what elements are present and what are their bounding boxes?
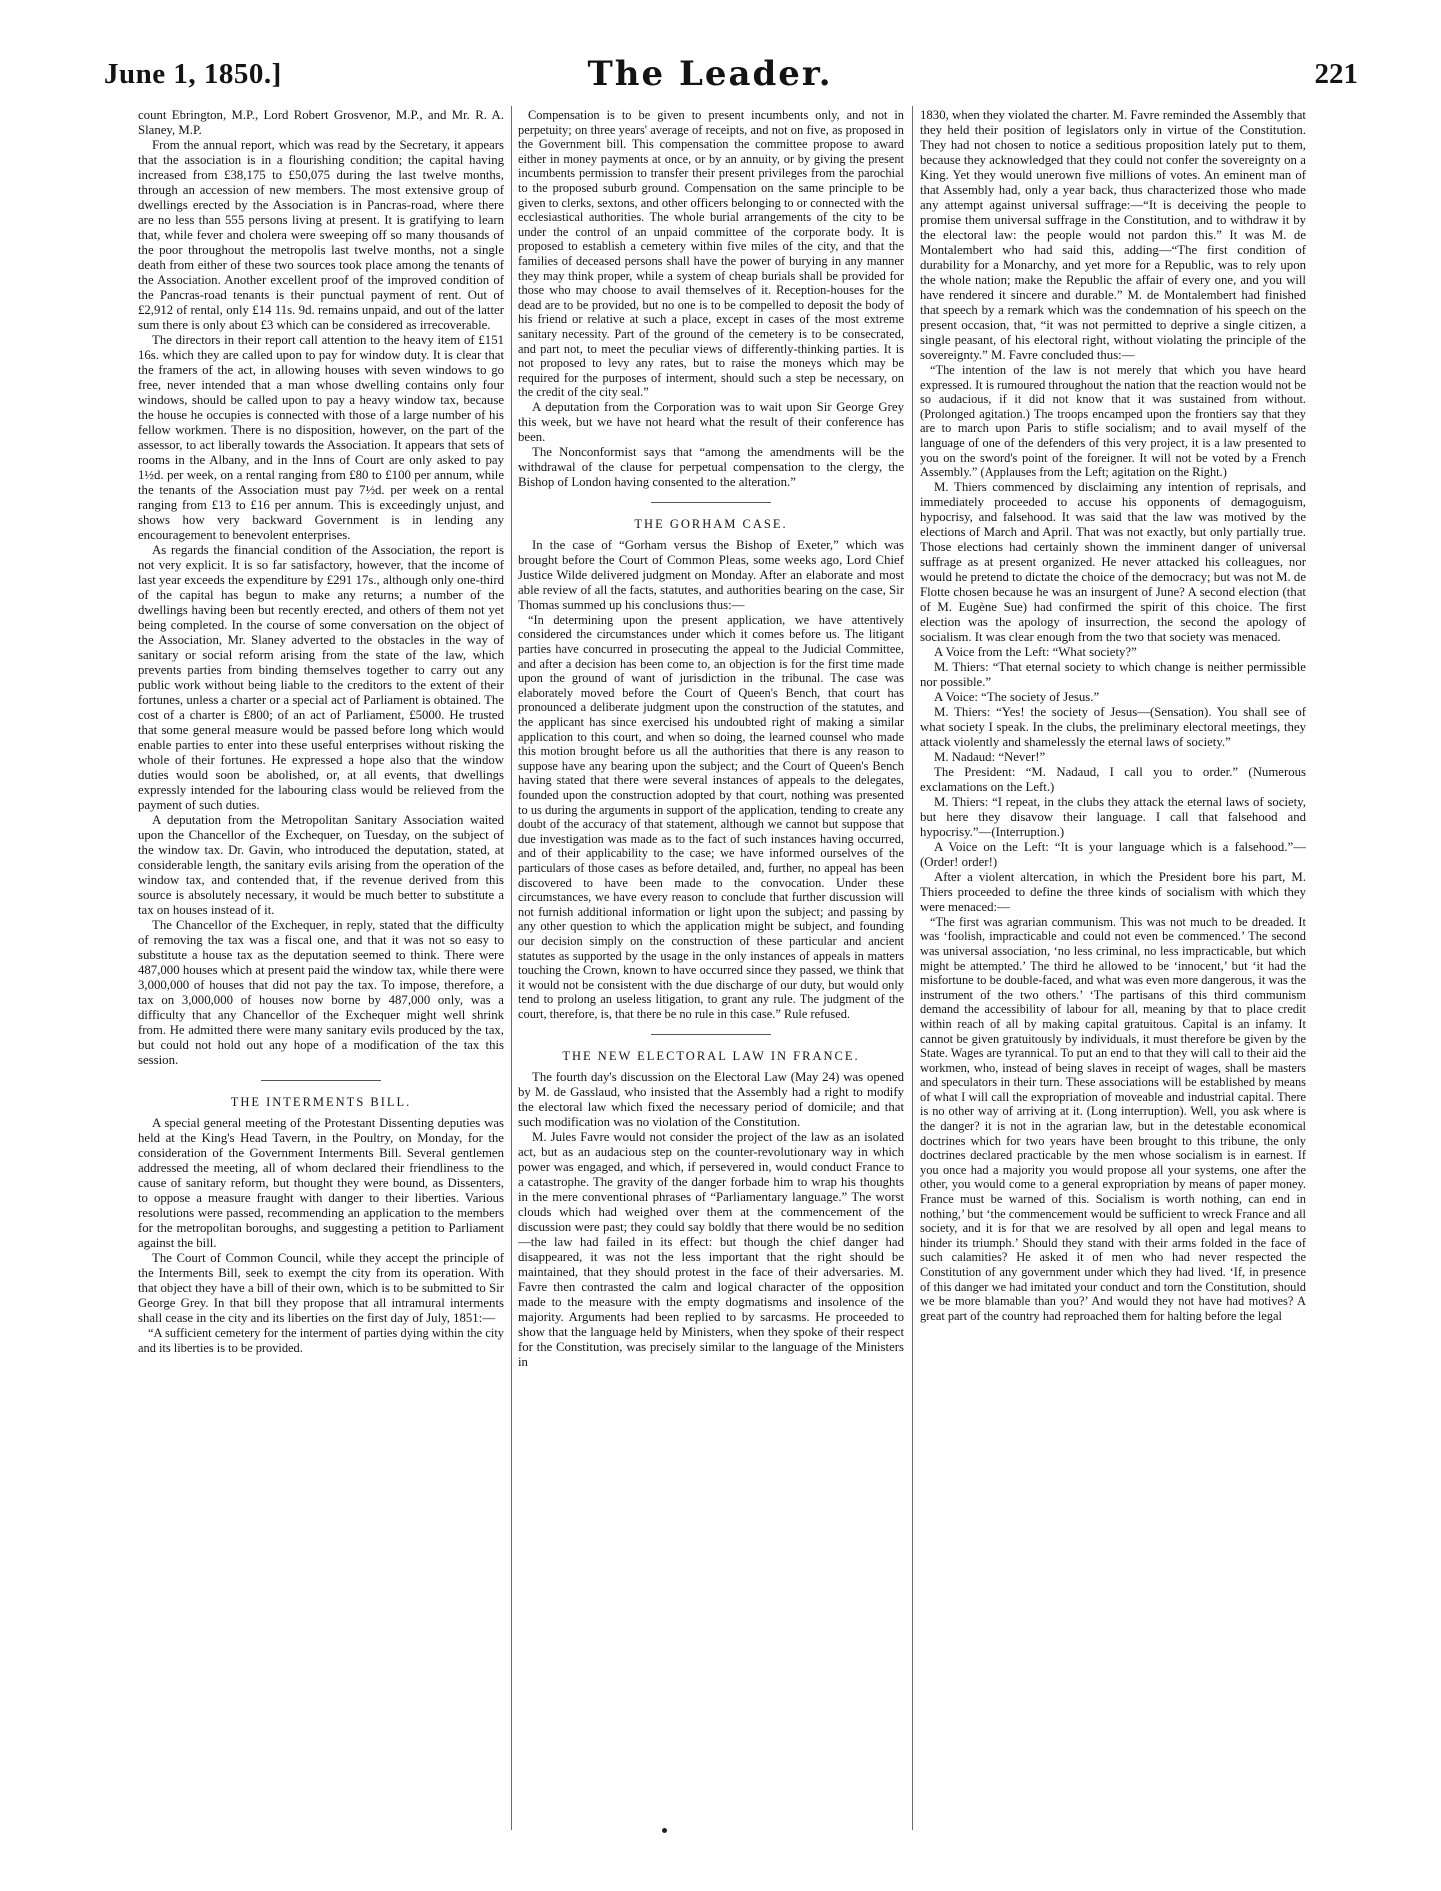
paragraph: The Nonconformist says that “among the amendments will be the withdrawal of the clause for perpetual compensation to the clergy, the Bishop of London having consented to the alteration.” [518, 444, 904, 489]
dialogue-line: A Voice: “The society of Jesus.” [934, 689, 1100, 704]
paragraph: A special general meeting of the Protestant Dissenting deputies was held at the King's Head Tavern, in the Poultry, on Monday, for the consideration of the Government Interments Bill. Several gentlemen addressed the meeting, all of whom declared their friendliness to the cause of sanitary reform, but thought they were bound, as Dissenters, to oppose a measure fraught with danger to their liberties. Various resolutions were passed, recommending an application to the members for the metropolitan boroughs, and suggesting a petition to Parliament against the bill. [138, 1116, 504, 1250]
paragraph: The directors in their report call attention to the heavy item of £151 16s. which they are called upon to pay for window duty. It is clear that the framers of the act, in allowing houses with seven windows to go free, never intended that a man whose dwelling contains only four windows, should be called upon to pay a heavy window tax, because the house he occupies is connected with those of a large number of his fellow workmen. There is no disposition, however, on the part of the assessor, to act liberally towards the Association. It appears that sets of rooms in the Albany, and in the Inns of Court are only asked to pay 1½d. per week, on a rental ranging from £80 to £100 per annum, while the tenants of the Association must pay 7½d. per week on a rental ranging from £13 to £16 per annum. This is exceedingly unjust, and shows how very backward Government is in lending any encouragement to benevolent enterprises. [138, 333, 504, 542]
paragraph: M. Thiers commenced by disclaiming any intention of reprisals, and immediately proceeded to accuse his opponents of demagoguism, hypocrisy, and falsehood. It was said that the law was motived by the elections of March and April. That was not exactly, but only partially true. Those elections had certainly shown the imminent danger of universal suffrage as at present organized. He never attacked his colleagues, nor would he pretend to dictate the choice of the democracy; but was not M. de Flotte chosen because he was an insurgent of June? A second election (that of M. Eugène Sue) had confirmed the spirit of this choice. The first election was the apology of insurrection, the second the apology of socialism. It was clear enough from the two that society was menaced. [920, 479, 1306, 644]
section-heading: THE INTERMENTS BILL. [230, 1095, 412, 1109]
section-divider [651, 1034, 771, 1035]
quoted-paragraph: “A sufficient cemetery for the interment of parties dying within the city and its liberties is to be provided. [138, 1326, 504, 1355]
quoted-paragraph: Compensation is to be given to present incumbents only, and not in perpetuity; on three years' average of receipts, and not on five, as proposed in the Government bill. This compensation the committee propose to award either in money payments at once, or by an annuity, or by giving the present incumbents permission to transfer their present privileges from the parochial to the proposed suburb ground. Compensation on the same principle to be given to clerks, sextons, and other officers belonging to or connected with the ecclesiastical authorities. The whole burial arrangements of the city to be under the control of an unpaid committee of the corporate body. It is proposed to establish a cemetery within five miles of the city, and that the families of deceased persons shall have the power of burying in any manner they may think proper, while a system of cheap burials shall be provided for those who may choose to avail themselves of it. Reception-houses for the dead are to be provided, but no one is to be compelled to deposit the body of his friend or relative at such a place, except in cases of the most extreme sanitary necessity. Part of the ground of the cemetery is to be consecrated, and part not, to meet the peculiar views of differently-thinking parties. It is not proposed to levy any rates, but to raise the moneys which may be required for the purposes of interment, should such a step be necessary, on the credit of the city seal.” [518, 108, 904, 400]
column-1 [138, 108, 504, 1830]
paragraph: The fourth day's discussion on the Electoral Law (May 24) was opened by M. de Gasslaud, who insisted that the Assembly had a right to modify the electoral law which fixed the necessary period of domicile; and that such modification was no violation of the Constitution. [518, 1069, 904, 1129]
paragraph: A deputation from the Corporation was to wait upon Sir George Grey this week, but we have not heard what the result of their conference has been. [518, 399, 904, 444]
section-heading: THE GORHAM CASE. [634, 516, 788, 531]
section-heading: THE NEW ELECTORAL LAW IN FRANCE. [562, 1048, 860, 1063]
paragraph: A deputation from the Metropolitan Sanitary Association waited upon the Chancellor of the Exchequer, on Tuesday, on the subject of the window tax. Dr. Gavin, who introduced the deputation, stated, at considerable length, the sanitary evils arising from the operation of the window tax, and contended that, if the revenue derived from this source is absolutely necessary, it would be much better to substitute a tax on houses instead of it. [138, 813, 504, 917]
quoted-paragraph: “The intention of the law is not merely that which you have heard expressed. It is rumoured throughout the nation that the reaction would not be so audacious, if it did not know that it was sustained from without. (Prolonged agitation.) The troops encamped upon the frontiers say that they are to march upon Paris to stifle socialism; and to avail myself of the language of one of the defenders of this very project, it is a law presented to you on the sword's point of the foreigner. It will not be voted by a French Assembly.” (Applauses from the Left; agitation on the Right.) [920, 363, 1306, 480]
paragraph: In the case of “Gorham versus the Bishop of Exeter,” which was brought before the Court of Common Pleas, some weeks ago, Lord Chief Justice Wilde delivered judgment on Monday. After an elaborate and most able review of all the facts, statutes, and authorities bearing on the case, Sir Thomas summed up his conclusions thus:— [518, 537, 904, 612]
dialogue-line: A Voice from the Left: “What society?” [934, 644, 1137, 659]
quoted-paragraph: “The first was agrarian communism. This was not much to be dreaded. It was ‘foolish, impracticable and could not even be commenced.’ The second was universal association, ‘no less criminal, no less impracticable, but which might be attempted.’ The third he allowed to be ‘innocent,’ but ‘it had the misfortune to be double-faced, and what was even more dangerous, it was the instrument of the two others.’ ‘The partisans of this third communism demand the accessibility of labour for all, meaning by that to place credit within reach of all by making capital gratuitous. Capital is an infamy. It cannot be given gratuitously by individuals, it must therefore be given by the State. Wages are tyrannical. To put an end to that they will call to their aid the workmen, who, instead of being slaves in receipt of wages, shall be masters and speculators in their turn. These associations will be established by means of what I will call the expropriation of moveable and industrial capital. There is no other way of arriving at it. (Long interruption). Well, you ask where is the danger? it is not in the agrarian law, but in the detestable economical doctrines which for two years have been brought to this tribune, the only doctrines declared practicable by the men whose socialism is in earnest. If you once had a majority you would propose all your systems, one after the other, you would come to a general expropriation by means of paper money. France must be warned of this. Socialism is worth nothing, can end in nothing,’ but ‘the commencement would be sufficient to wreck France and all society, and it is for that we are resolved by all open and legal means to hinder its triumph.’ Should they stand with their arms folded in the face of such calamities? He asked it of men who had never respected the Constitution of any government under which they had lived. ‘If, in presence of this danger we had imitated your conduct and torn the Constitution, should we be more blamable than you?’ And would they not have had motives? A great part of the country had reproached them for halting before the legal [920, 914, 1306, 1323]
column-2 [518, 108, 904, 1830]
column-rule [511, 106, 512, 1830]
newspaper-title: The Leader. [587, 54, 833, 94]
column-rule [912, 106, 913, 1830]
page-number: 221 [1314, 58, 1358, 90]
column-3 [920, 108, 1306, 1830]
dialogue-line: M. Nadaud: “Never!” [934, 749, 1046, 764]
issue-date: June 1, 1850.] [104, 58, 282, 90]
section-divider [651, 502, 771, 503]
dialogue-line: The President: “M. Nadaud, I call you to order.” (Numerous exclamations on the Left.) [920, 764, 1306, 794]
dialogue-line: M. Thiers: “That eternal society to which change is neither permissible nor possible.” [920, 659, 1306, 689]
printers-mark [662, 1828, 667, 1833]
paragraph: From the annual report, which was read by the Secretary, it appears that the association is in a flourishing condition; the capital having increased from £38,175 to £50,075 during the last twelve months, through an accession of new members. The most extensive group of dwellings erected by the Association is in Pancras-road, where there are no less than 555 persons living at present. It is gratifying to learn that, while fever and cholera were sweeping off so many thousands of the poor throughout the metropolis last twelve months, not a single death from either of these two sources took place among the tenants of the Association. Another excellent proof of the improved condition of the Pancras-road tenants is their punctual payment of rent. Out of £2,912 of rental, only £14 11s. 9d. remains unpaid, and out of the latter sum there is only about £3 which can be considered as irrecoverable. [138, 138, 504, 332]
dialogue-line: M. Thiers: “Yes! the society of Jesus—(Sensation). You shall see of what society I speak. In the clubs, the preliminary electoral meetings, they attack violently and shamelessly the eternal laws of society.” [920, 704, 1306, 749]
paragraph: The Chancellor of the Exchequer, in reply, stated that the difficulty of removing the tax was a fiscal one, and that it was not so easy to substitute a house tax as the deputation seemed to think. There were 487,000 houses which at present paid the window tax, while there were 3,000,000 of houses that did not pay the tax. To impose, therefore, a tax on 3,000,000 of houses now borne by 487,000 only, was a difficulty that any Chancellor of the Exchequer might well shrink from. He admitted there were many sanitary evils produced by the tax, but could not hold out any hope of a modification of the tax this session. [138, 918, 504, 1067]
paragraph: After a violent altercation, in which the President bore his part, M. Thiers proceeded to define the three kinds of socialism with which they were menaced:— [920, 869, 1306, 914]
section-divider [261, 1080, 381, 1081]
dialogue-line: A Voice on the Left: “It is your language which is a falsehood.”—(Order! order!) [920, 839, 1306, 869]
paragraph: As regards the financial condition of the Association, the report is not very explicit. It is so far satisfactory, however, that the income of last year exceeds the expenditure by £291 17s., although only one-third of the capital has begun to make any returns; a number of the dwellings having been but recently erected, and others of them not yet being completed. In the course of some conversation on the object of the Association, Mr. Slaney adverted to the obstacles in the way of sanitary or social reform arising from the state of the law, which prevents parties from binding themselves together to carry out any public work without being liable to the creditors to the extent of their fortunes, unless a charter or a special act of Parliament is obtained. The cost of a charter is £800; of an act of Parliament, £5000. He trusted that some general measure would be passed before long which would enable parties to enter into these useful enterprises without risking the whole of their fortunes. He expressed a hope also that the window duties would soon be abolished, or, at all events, that dwellings expressly intended for the labouring class would be relieved from the payment of such duties. [138, 543, 504, 812]
paragraph: The Court of Common Council, while they accept the principle of the Interments Bill, seek to exempt the city from its operation. With that object they have a bill of their own, which is to be submitted to Sir George Grey. In that bill they propose that all intramural interments shall cease in the city and its liberties on the first day of July, 1851:— [138, 1251, 504, 1325]
paragraph: 1830, when they violated the charter. M. Favre reminded the Assembly that they held their position of legislators only in virtue of the Constitution. They had not chosen to notice a seditious proposition lately put to them, because they acknowledged that they could not confer the sovereignty on a King. Yet they would unerown five millions of votes. An eminent man of that Assembly had, only a year back, thus characterized those who made any attempt against universal suffrage:—“It is deceiving the people to promise them universal suffrage in the Constitution, and to withdraw it by the electoral law: the people would not pardon this.” It was M. de Montalembert who had said this, adding—“The first condition of durability for a Monarchy, and yet more for a Republic, was to rely upon the whole nation; make the Republic the affair of every one, and you will have rendered it sincere and durable.” M. de Montalembert had finished that speech by a remark which was the condemnation of his speech on the present occasion, that, “it was not permitted to deprive a single citizen, a single peasant, of his electoral right, without violating the principle of the sovereignty.” M. Favre concluded thus:— [920, 108, 1306, 362]
quoted-paragraph: “In determining upon the present application, we have attentively considered the circumstances under which it comes before us. The litigant parties have concurred in prosecuting the appeal to the Judicial Committee, and after a decision has been come to, an objection is for the first time made upon the ground of want of jurisdiction in the tribunal. The case was elaborately moved before the Court of Queen's Bench, that court has pronounced a deliberate judgment upon the construction of the statutes, and the applicant has since exercised his undoubted right of making a similar application to this court, and when so doing, the learned counsel who made this motion brought before us all the authorities that there is any reason to suppose have any bearing upon the subject; and the Court of Queen's Bench having stated that there were several instances of appeals to the delegates, founded upon the construction adopted by that court, nothing was presented to us during the arguments in support of the application, tending to create any doubt of the accuracy of that statement, although we cannot but suppose that due investigation was made as to the fact of such instances having occurred, and of their applicability to the case; we have informed ourselves of the particulars of those cases as before detailed, and, further, no appeal has been discovered to have been made to the convocation. Under these circumstances, we have every reason to conclude that further discussion will not furnish additional information or light upon the subject; and passing by any other question to which the application might be subject, and founding our decision simply on the construction of these particular and ancient statutes as supported by the usage in the only instances of appeals in matters touching the Crown, known to have occurred since they passed, we think that it would not be consistent with the due discharge of our duty, but would only tend to prolong an useless litigation, to grant any rule. The judgment of the court, therefore, is, that there be no rule in this case.” Rule refused. [518, 612, 904, 1021]
dialogue-line: M. Thiers: “I repeat, in the clubs they attack the eternal laws of society, but here they disavow their language. I call that falsehood and hypocrisy.”—(Interruption.) [920, 794, 1306, 839]
paragraph: M. Jules Favre would not consider the project of the law as an isolated act, but as an audacious step on the counter-revolutionary way in which power was engaged, and which, if persevered in, would conduct France to a catastrophe. The gravity of the danger forbade him to wrap his thoughts in the mere conventional phrases of “Parliamentary language.” The worst clouds which had weighed over them at the commencement of the discussion were past; they could say boldly that there would be no sedition—the law had failed in its effect: but though the chief danger had disappeared, it was not the less important that the right should be maintained, that they should protest in the face of their adversaries. M. Favre then contrasted the calm and logical character of the opposition made to the measure with the empty dogmatisms and insolence of the majority. Arguments had been replied to by sarcasms. He proceeded to show that the language held by Ministers, when they spoke of their respect for the Constitution, was precisely similar to the language of the Ministers in [518, 1129, 904, 1369]
paragraph: count Ebrington, M.P., Lord Robert Grosvenor, M.P., and Mr. R. A. Slaney, M.P. [138, 108, 504, 137]
masthead [20, 54, 1400, 114]
